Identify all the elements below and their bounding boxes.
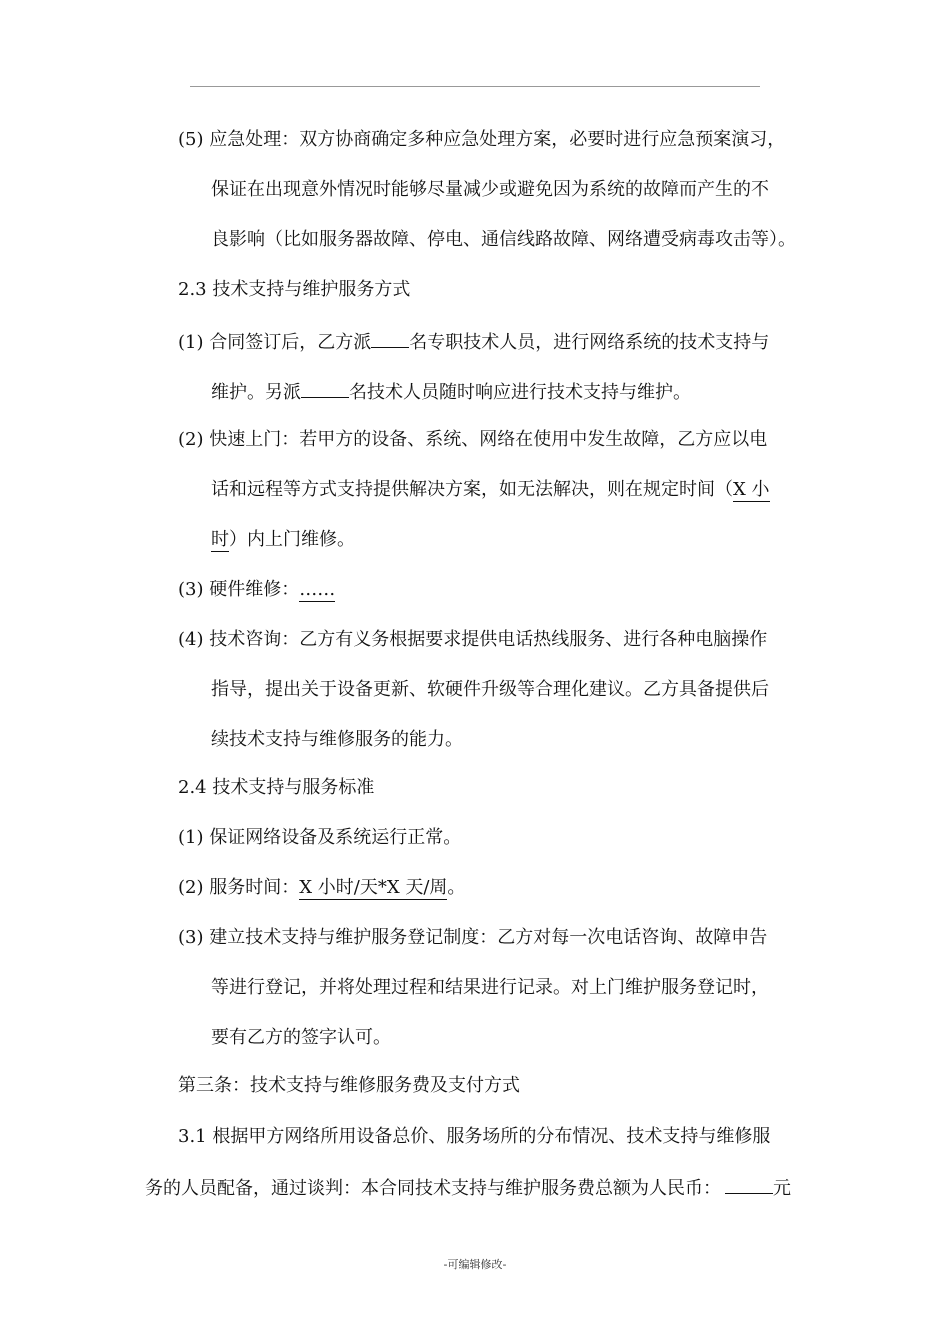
s23-item1-text-a: (1) 合同签订后，乙方派	[178, 332, 372, 353]
s23-item2-text-a: 话和远程等方式支持提供解决方案，如无法解决，则在规定时间（	[211, 479, 733, 500]
p31-text-b: 元	[773, 1178, 791, 1199]
s23-item2-text-b: ）内上门维修。	[229, 529, 355, 550]
s23-item1-line2	[211, 377, 691, 406]
p31-line2	[145, 1173, 791, 1202]
response-time-underlined-a: X 小	[733, 479, 770, 500]
p31-line1: 3.1 根据甲方网络所用设备总价、服务场所的分布情况、技术支持与维修服	[178, 1126, 771, 1147]
s23-item1-text-d: 名技术人员随时响应进行技术支持与维护。	[349, 382, 691, 403]
s23-item3-text: (3) 硬件维修：	[178, 579, 300, 600]
s24-item1: (1) 保证网络设备及系统运行正常。	[178, 827, 462, 848]
service-hours-underlined: X 小时/天*X 天/周	[299, 877, 448, 898]
s23-item2-line1: (2) 快速上门：若甲方的设备、系统、网络在使用中发生故障，乙方应以电	[178, 429, 768, 450]
s24-item3-line2: 等进行登记，并将处理过程和结果进行记录。对上门维护服务登记时，	[211, 977, 769, 998]
s23-item1-text-b: 名专职技术人员，进行网络系统的技术支持与	[409, 332, 770, 353]
header-rule	[190, 86, 760, 87]
s23-item3	[178, 577, 335, 603]
section-heading-2-3: 2.3 技术支持与维护服务方式	[178, 279, 411, 300]
s24-item3-line3: 要有乙方的签字认可。	[211, 1027, 391, 1048]
staff-count-blank	[371, 327, 409, 348]
s24-item2-text-a: (2) 服务时间：	[178, 877, 300, 898]
s23-item4-line1: (4) 技术咨询：乙方有义务根据要求提供电话热线服务、进行各种电脑操作	[178, 629, 768, 650]
s23-item1-text-c: 维护。另派	[211, 382, 301, 403]
s23-item4-line3: 续技术支持与维修服务的能力。	[211, 729, 463, 750]
article-3-heading: 第三条：技术支持与维修服务费及支付方式	[178, 1075, 520, 1096]
extra-staff-blank	[301, 377, 349, 398]
s23-item2-line3	[211, 527, 355, 553]
s24-item2-text-b: 。	[447, 877, 466, 898]
response-time-underlined-b: 时	[211, 529, 229, 550]
s24-item3-line1: (3) 建立技术支持与维护服务登记制度：乙方对每一次电话咨询、故障申告	[178, 927, 768, 948]
s25-line-3: 良影响（比如服务器故障、停电、通信线路故障、网络遭受病毒攻击等）。	[211, 229, 796, 250]
s23-item4-line2: 指导，提出关于设备更新、软硬件升级等合理化建议。乙方具备提供后	[211, 679, 769, 700]
p31-text-a: 务的人员配备，通过谈判：本合同技术支持与维护服务费总额为人民币：	[145, 1178, 721, 1199]
page-footer: -可编辑修改-	[443, 1258, 507, 1271]
section-heading-2-4: 2.4 技术支持与服务标准	[178, 777, 375, 798]
s25-line-2: 保证在出现意外情况时能够尽量减少或避免因为系统的故障而产生的不	[211, 179, 769, 200]
s23-item1-line1	[178, 327, 769, 356]
fee-amount-blank	[725, 1173, 773, 1194]
s25-line-1: (5) 应急处理：双方协商确定多种应急处理方案，必要时进行应急预案演习，	[178, 129, 786, 150]
s23-item2-line2	[211, 477, 770, 503]
s24-item2	[178, 875, 465, 901]
hardware-repair-underlined: ……	[299, 579, 336, 600]
